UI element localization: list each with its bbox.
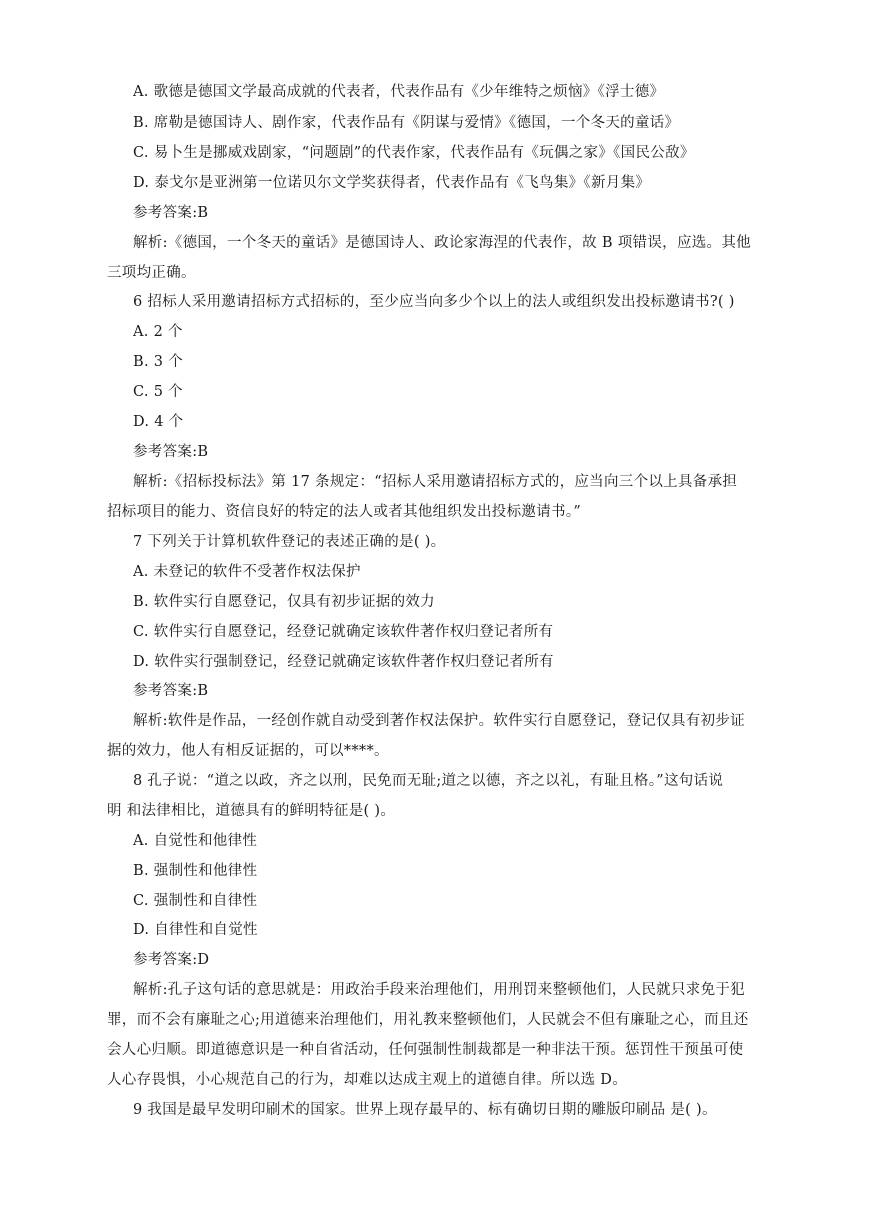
text-line: C. 易卜生是挪威戏剧家，“问题剧”的代表作家，代表作品有《玩偶之家》《国民公敌》 xyxy=(133,145,695,161)
text-line: 解析:《德国，一个冬天的童话》是德国诗人、政论家海涅的代表作，故 B 项错误，应选。其他 xyxy=(133,235,751,251)
text-line: A. 自觉性和他律性 xyxy=(133,833,258,849)
text-line: D. 软件实行强制登记，经登记就确定该软件著作权归登记者所有 xyxy=(133,654,554,670)
text-line: 9 我国是最早发明印刷术的国家。世界上现存最早的、标有确切日期的雕版印刷品 是( )。 xyxy=(133,1102,717,1118)
text-line: B. 软件实行自愿登记，仅具有初步证据的效力 xyxy=(133,594,435,610)
text-line: A. 未登记的软件不受著作权法保护 xyxy=(133,564,361,580)
text-line: B. 强制性和他律性 xyxy=(133,863,258,879)
text-line: 人心存畏惧，小心规范自己的行为，却难以达成主观上的道德自律。所以选 D。 xyxy=(107,1072,628,1088)
text-line: B. 3 个 xyxy=(133,354,184,370)
text-line: C. 5 个 xyxy=(133,384,183,400)
text-line: D. 4 个 xyxy=(133,414,184,430)
text-line: 参考答案:D xyxy=(133,952,210,968)
text-line: D. 泰戈尔是亚洲第一位诺贝尔文学奖获得者，代表作品有《飞鸟集》《新月集》 xyxy=(133,175,651,191)
text-line: C. 强制性和自律性 xyxy=(133,893,258,909)
text-line: 据的效力，他人有相反证据的，可以****。 xyxy=(107,743,389,759)
text-line: C. 软件实行自愿登记，经登记就确定该软件著作权归登记者所有 xyxy=(133,624,554,640)
text-line: 罪，而不会有廉耻之心;用道德来治理他们，用礼教来整顿他们，人民就会不但有廉耻之心，而且还 xyxy=(107,1012,749,1028)
text-line: 参考答案:B xyxy=(133,444,209,460)
text-line: 参考答案:B xyxy=(133,205,209,221)
text-line: 明 和法律相比，道德具有的鲜明特征是( )。 xyxy=(107,803,396,819)
text-line: 参考答案:B xyxy=(133,683,209,699)
text-line: 解析:孔子这句话的意思就是：用政治手段来治理他们，用刑罚来整顿他们，人民就只求免于犯 xyxy=(133,982,745,998)
text-line: 6 招标人采用邀请招标方式招标的，至少应当向多少个以上的法人或组织发出投标邀请书?( ) xyxy=(133,294,735,310)
text-line: 解析:软件是作品，一经创作就自动受到著作权法保护。软件实行自愿登记，登记仅具有初步证 xyxy=(133,713,745,729)
text-line: D. 自律性和自觉性 xyxy=(133,922,258,938)
text-line: A. 歌德是德国文学最高成就的代表者，代表作品有《少年维特之烦恼》《浮士德》 xyxy=(133,84,665,100)
text-line: 8 孔子说：“道之以政，齐之以刑，民免而无耻;道之以德，齐之以礼，有耻且格。”这句话说 xyxy=(133,773,724,789)
text-line: 招标项目的能力、资信良好的特定的法人或者其他组织发出投标邀请书。” xyxy=(107,504,582,520)
text-line: A. 2 个 xyxy=(133,324,183,340)
text-line: B. 席勒是德国诗人、剧作家，代表作品有《阴谋与爱情》《德国，一个冬天的童话》 xyxy=(133,115,680,131)
text-line: 三项均正确。 xyxy=(107,265,196,281)
text-line: 7 下列关于计算机软件登记的表述正确的是( )。 xyxy=(133,534,446,550)
text-line: 会人心归顺。即道德意识是一种自省活动，任何强制性制裁都是一种非法干预。惩罚性干预虽可使 xyxy=(107,1042,744,1058)
text-line: 解析:《招标投标法》第 17 条规定：“招标人采用邀请招标方式的，应当向三个以上具备承担 xyxy=(133,474,738,490)
